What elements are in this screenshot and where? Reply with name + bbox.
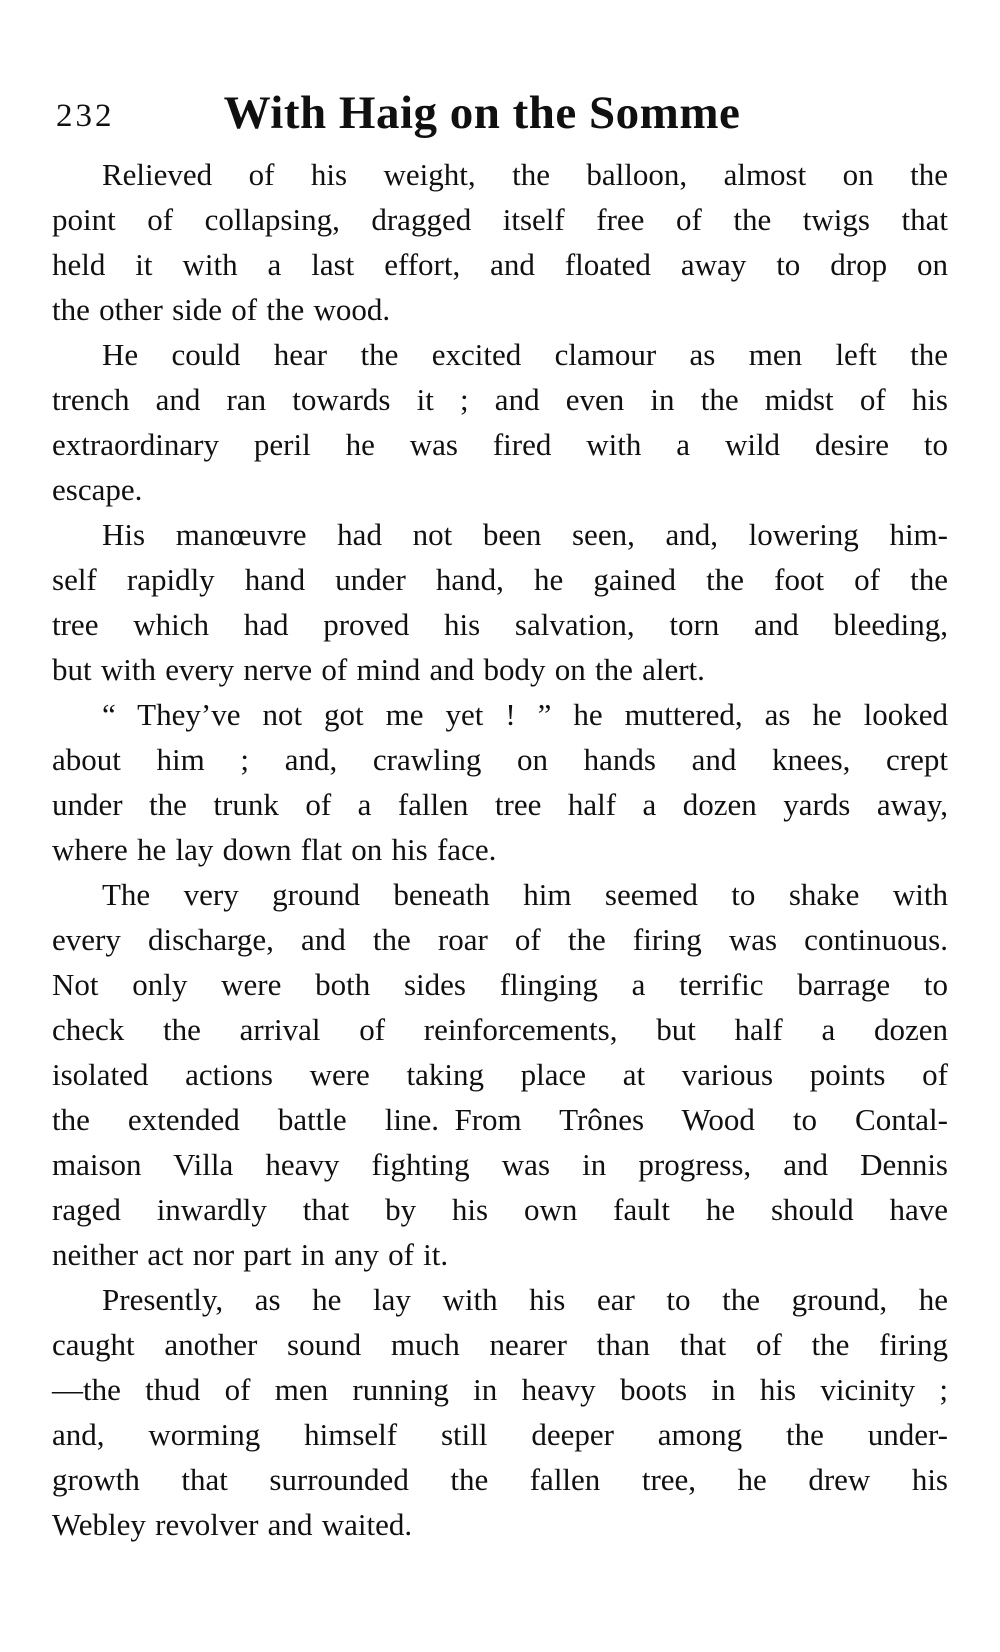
paragraph (52, 152, 948, 332)
text-line: and, worming himself still deeper among the under- (52, 1417, 948, 1452)
text-line: but with every nerve of mind and body on the alert. (52, 652, 705, 687)
text-line: check the arrival of reinforcements, but half a dozen (52, 1012, 948, 1047)
text-line: self rapidly hand under hand, he gained the foot of the (52, 562, 948, 597)
text-line: under the trunk of a fallen tree half a dozen yards away, (52, 787, 948, 822)
page-number: 232 (56, 98, 115, 134)
text-line: held it with a last effort, and floated away to drop on (52, 247, 948, 282)
running-title: With Haig on the Somme (223, 87, 741, 139)
text-line: trench and ran towards it ; and even in the midst of his (52, 382, 948, 417)
text-line: maison Villa heavy fighting was in progress, and Dennis (52, 1147, 948, 1182)
paragraph (52, 1277, 948, 1547)
text-line: tree which had proved his salvation, torn and bleeding, (52, 607, 948, 642)
text-line: growth that surrounded the fallen tree, he drew his (52, 1462, 948, 1497)
paragraph (52, 332, 948, 512)
text-line: the other side of the wood. (52, 292, 391, 327)
running-head (52, 84, 948, 142)
paragraph (52, 692, 948, 872)
text-line: Not only were both sides flinging a terrific barrage to (52, 967, 948, 1002)
text-line: about him ; and, crawling on hands and knees, crept (52, 742, 948, 777)
text-line: extraordinary peril he was fired with a wild desire to (52, 427, 948, 462)
text-line: isolated actions were taking place at various points of (52, 1057, 948, 1092)
text-line: Presently, as he lay with his ear to the ground, he (102, 1282, 948, 1317)
text-line: —the thud of men running in heavy boots in his vicinity ; (52, 1372, 948, 1407)
page-body (52, 152, 948, 1547)
text-line: caught another sound much nearer than that of the firing (52, 1327, 948, 1362)
paragraph (52, 872, 948, 1277)
text-line: The very ground beneath him seemed to shake with (102, 877, 948, 912)
paragraph (52, 512, 948, 692)
text-line: escape. (52, 472, 143, 507)
text-line: Webley revolver and waited. (52, 1507, 413, 1542)
text-line: the extended battle line. From Trônes Wood to Contal- (52, 1102, 948, 1137)
text-line: where he lay down flat on his face. (52, 832, 497, 867)
text-line: every discharge, and the roar of the firing was continuous. (52, 922, 948, 957)
text-line: He could hear the excited clamour as men left the (102, 337, 948, 372)
text-line: “ They’ve not got me yet ! ” he muttered, as he looked (102, 697, 948, 732)
text-line: His manœuvre had not been seen, and, lowering him- (102, 517, 948, 552)
text-line: neither act nor part in any of it. (52, 1237, 449, 1272)
text-line: point of collapsing, dragged itself free of the twigs that (52, 202, 948, 237)
text-line: raged inwardly that by his own fault he should have (52, 1192, 948, 1227)
text-line: Relieved of his weight, the balloon, almost on the (102, 157, 948, 192)
